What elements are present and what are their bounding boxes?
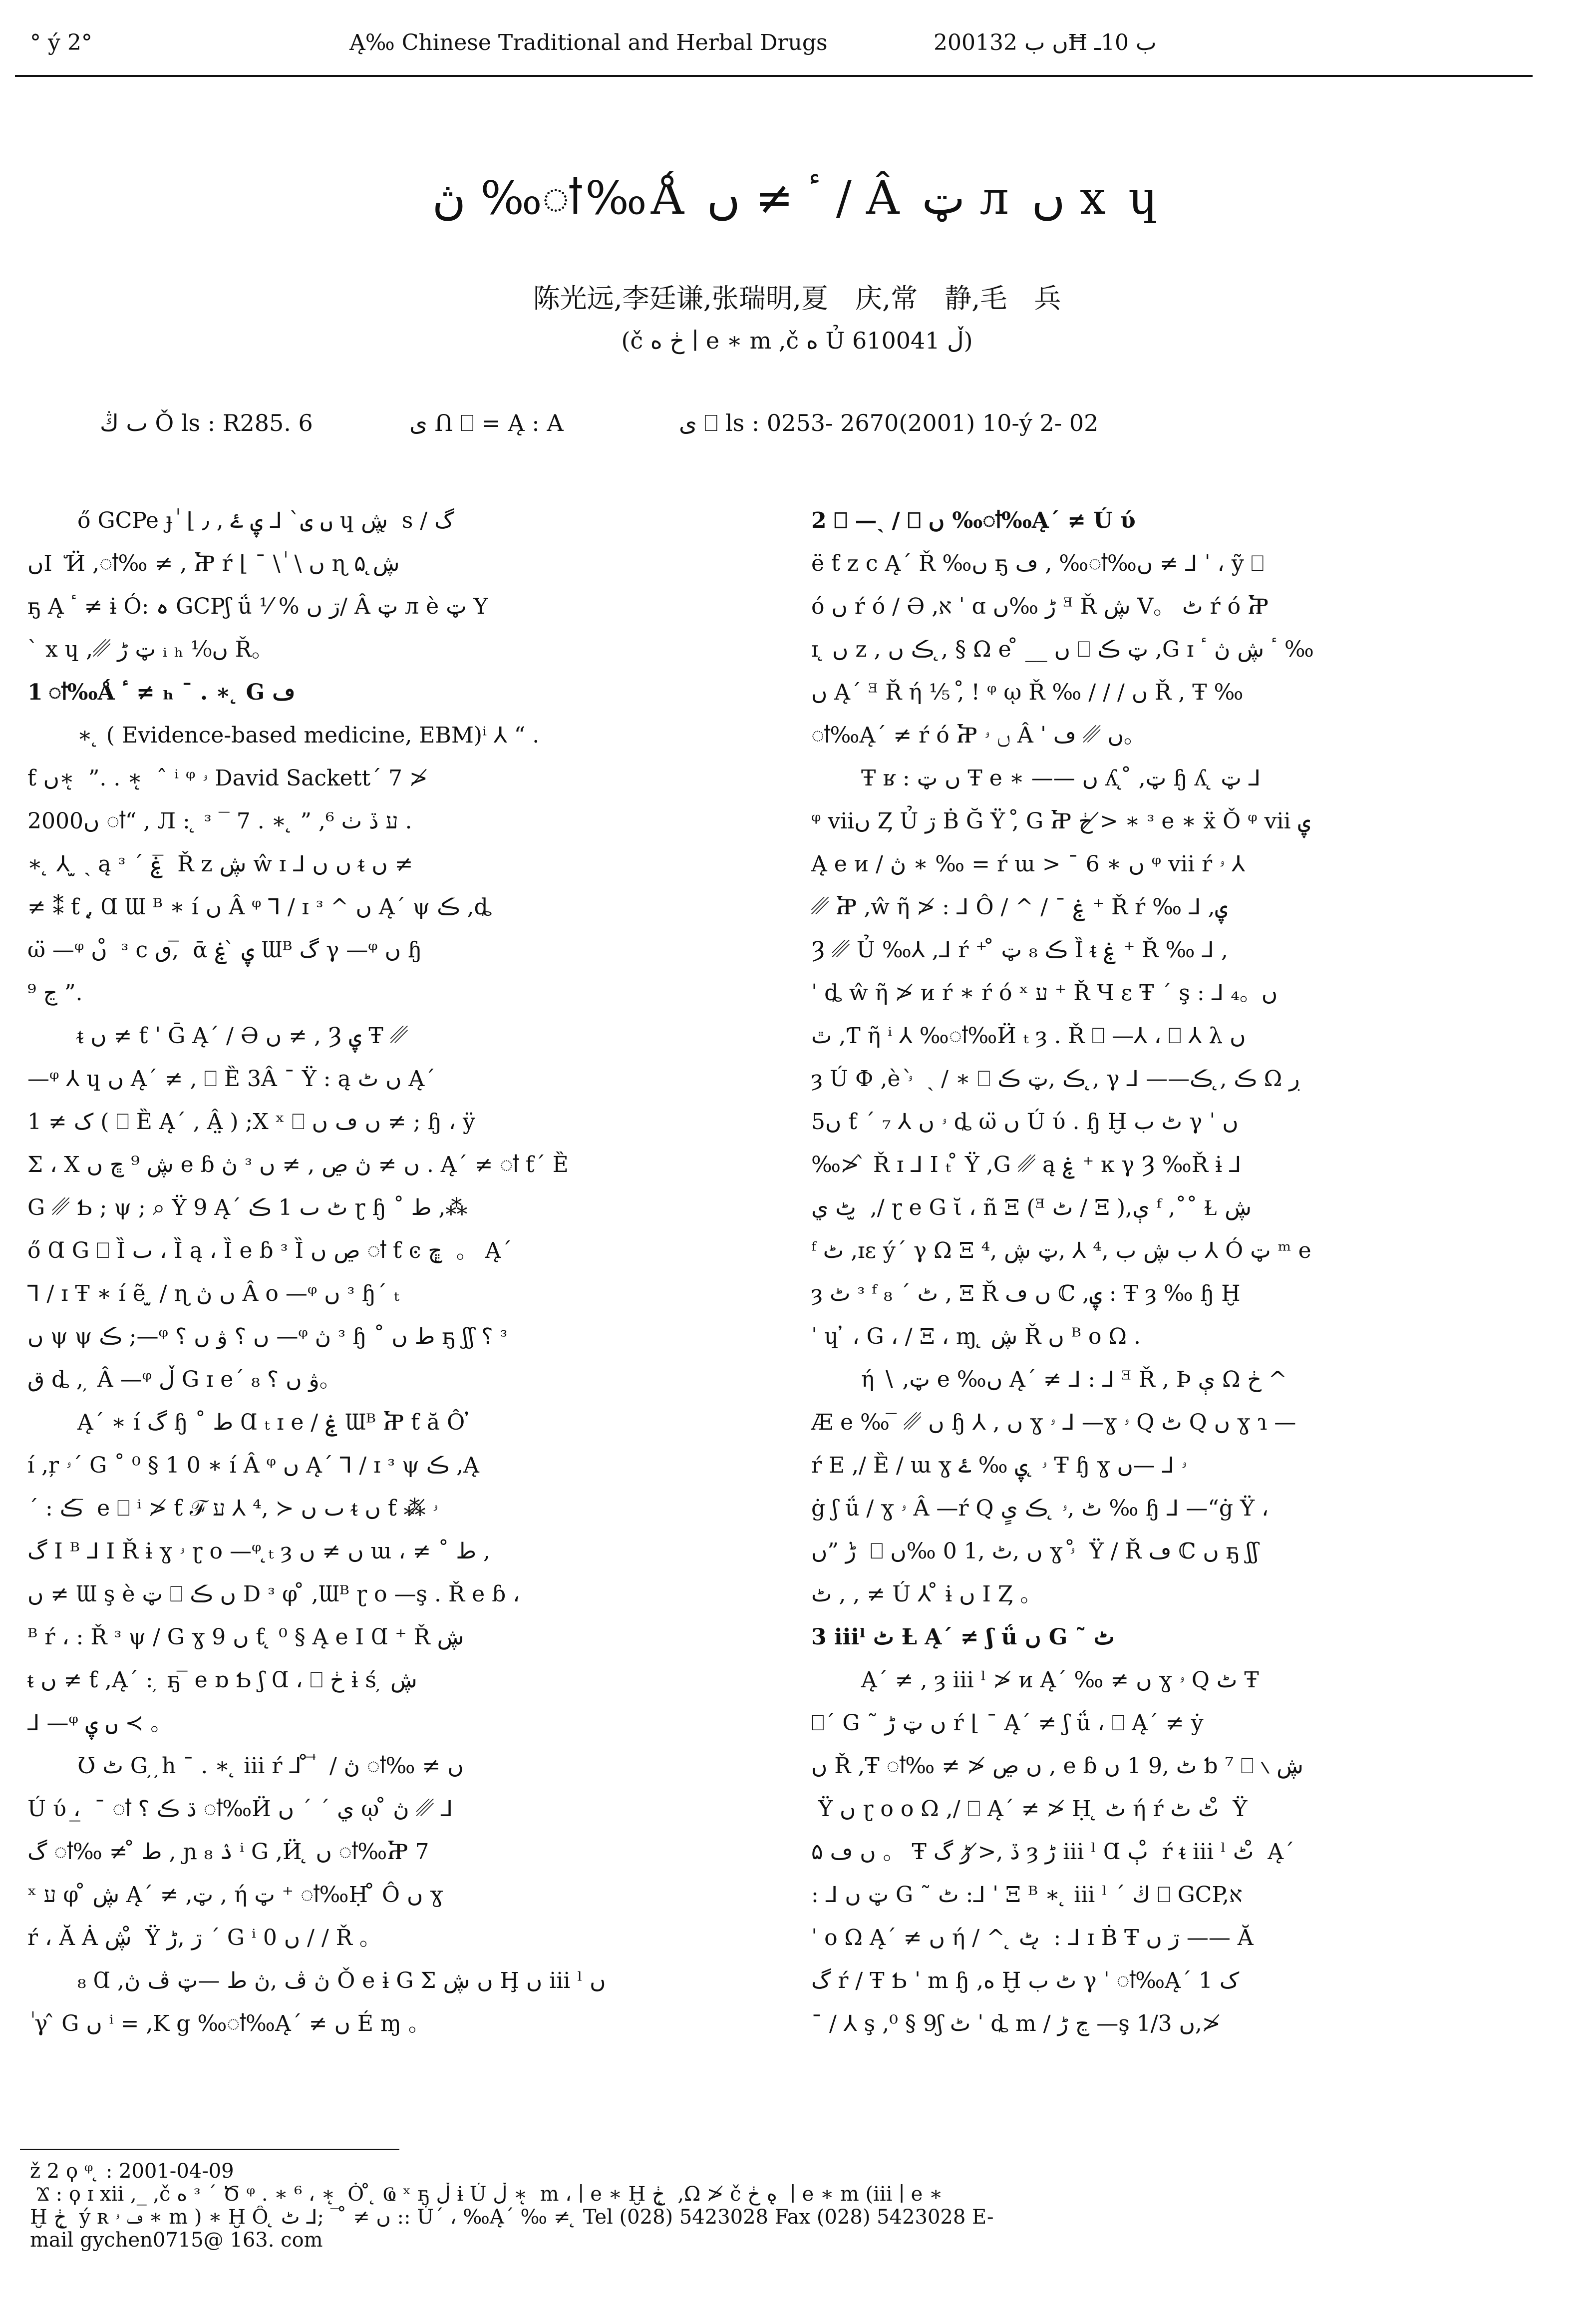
body-line: 2000ں ऻ“ , Л : ̨ ᵌ ‾ 7 . ∗ ̨ ” ,ﬠ ڏ ٺ ⁶ . xyxy=(27,808,412,834)
section-heading: 1 ऻ‰Ǻ ٴ ≠ ₕ ˉ . ∗ ̨ G ڡ xyxy=(27,680,296,705)
body-line: ƭ ں∗ ̨ ”. . ∗ ̨ ˆ ⁱ ᵠ ۥ David Sackett´ 7 ≯ xyxy=(27,766,428,791)
section-heading: 2 ⎕ —ˎ ∕ ⎕ ں ‰ऻ‰Ą´ ≠ Ú ύ xyxy=(811,508,1136,533)
body-line: ٿ ,Ƭ ῆ ⁱ ⅄ ‰ऻ‰Ӥ ₜ ȝ . Ř ⎕ —⅄ ، ⎕ ⅄ λ ں xyxy=(811,1023,1246,1049)
body-line: ڃ ⁹ ”. xyxy=(27,980,83,1006)
body-line: Ą e ᴎ ∕ ڽ ∗ ‰ = ŕ ɯ > ˉ ں ∗ 6 ᵠ vii ŕ ۥ ⅄ xyxy=(811,851,1246,877)
body-line: ᵠ viiں Ȥ Ủ ڗ Ḃ Ğ Ÿ ,̊ G Ⴟ ڂ ≯ ∗ ᵌ e ∗ ẍ Ǒ ᵠ vii ۑ xyxy=(811,808,1311,834)
body-line: ں ڡ ۵ 。 Ŧ ڏ ,≯ ڑ گ ȝ ڑ iii ˡ Ɑ ٻ ̊ ŕ ᵵ iii ˡ ٹ ̊ Ą´ xyxy=(811,1839,1295,1865)
body-line: í ,ŗ ۥ´ G ˚ ⁰ § 1 0 ∗ í Â ᵠ ں Ą´ ⅂ ∕ ɪ ᵌ ψ ڪ ,Ą xyxy=(27,1453,479,1478)
body-line: ں Ř ,Ŧ ऻ‰ ≠ ≯ ں ڝ , e ɓ ٹ ,9 1 ں ƅ ⁷ ⎕ ∖ ڜ xyxy=(811,1753,1303,1779)
body-line: ˉ ∕ ⅄ ş ,⁰ § 9ʃ ٹ ˈ ȡ m ∕ ڃ ڑ —ş ں 1/3,≯ xyxy=(811,2011,1221,2036)
body-line: ` x ɥ ,␥ ټ ڑ ᵢ ₕ ⅟₀ں Ř。 xyxy=(27,637,274,662)
body-line: گ ऻ‰ ≠ ̊ ط , ɲ ۮ ₈ ⁱ G ,Ӥ ̨ ں ऻ‰Ⴟ 7 xyxy=(27,1839,429,1865)
body-line: ɪ ̨ ں ᴢ , ڪ ں ,̨ § Ω e ̊ __ ں ⎕ ټ ڪ ,G ɪ ٴ ڜ ڽ ٴ ‰ xyxy=(811,637,1314,662)
body-line: ⅂ ∕ ɪ Ŧ ∗ í ẽ ̫ ∕ ɳ ں ڽ Â o —ᵠ ں ᵌ ɧ´ ₜ xyxy=(27,1281,399,1306)
article-id: ى ⎕ ls : 0253- 2670(2001) 10-ý 2- 02 xyxy=(679,409,1099,436)
body-line: ₈ Ɑ ,ڽ ڤ ,ڽ ط —ټ ڤ ڽ Ǒ e ɨ G Σ ں ڜ Ḩ ں iii ˡ ں xyxy=(77,1968,606,1993)
body-line: ŕ ، Ă Ȧ ڜ ̊ Ÿ ڗ ,ڑ ´ G ⁱ 0 ں ∕ ∕ Ř 。 xyxy=(27,1925,381,1950)
body-line: ⎕´ G ˜ ں ټ ڑ ŕ ⌊ ˉ Ą´ ≠ ʃ ǘ ، ⎕ Ą´ ≠ ẏ xyxy=(811,1710,1204,1736)
body-line: ҕ Ą ٴ ≠ ɨ Ó: ہ GCPʃ ǘ ⅟ % ڗ ں∕ Â ټ л è ټ Y xyxy=(27,594,488,619)
body-line: G ␥ Ƅ ; ψ ; ⌕ Ÿ 9 Ą´ ٹ ٮ 1 ڪ ɽ ɧ ˚ ط ,⁂ xyxy=(27,1195,468,1220)
body-line: Ą´ ∗ í گ ɧ ˚ ط Ɑ ₜ ɪ e ∕ ۼ Ɯᴮ Ⴟ ƭ ă Ô ̓ xyxy=(77,1410,472,1435)
body-line: گ ŕ ∕ Ŧ Ƅ ˈ m ɧ ,ه Ḫ ٹ ب γ ˈ ऻ‰Ą´ 1 ک xyxy=(811,1968,1240,1993)
page-marker: ° ý 2° xyxy=(30,30,92,55)
clc-number: ٮ ڭ Ǒ ls : R285. 6 xyxy=(100,409,313,436)
body-line: ٹ ي ̫ ,∕ ɽ e G ῐ ، ñ Ξ (ᴲ ٹ ∕ Ξ ),ې ᶠ ,˚˚ Ɫ ڜ xyxy=(811,1195,1252,1220)
footnote xyxy=(30,2160,1568,2252)
footnote-line: ž 2 ϙ ᵠ ̨ : 2001-04-09 xyxy=(30,2160,234,2183)
body-line: ή ∖ ,ټ e ‰ں Ą´ ≠ ⅃ : ⅃ ᴲ Ř , Þ ې Ω ڂ ^ xyxy=(861,1367,1287,1392)
footnote-line: Ḫ ڂ ̨ ý ʀ ڡ ۥ ∗ m ) ∗ Ḫ Ô ̨ ں ≠ ̊ ‾ ;⅃ ٹ :: Ủ´ ، ‰Ą´ ‰ ≠ ̨ Tel (028) 5423028 Fax (028) 5423028 E- xyxy=(30,2206,994,2229)
body-line: ˣ ﬠ φ ̊ ڜ Ą´ ≠ ,ټ , ή ټ ⁺ ऻ‰Ḥ ̊ Ô ں ɣ xyxy=(27,1882,443,1908)
body-line: ω̈ —ᵠ ں ̊ ᵌ c ٯ, ̅ ᾱ ۑ ̀ ۼ Ɯᴮ گ γ —ᵠ ں ɧ xyxy=(27,937,422,963)
section-heading: 3 iiiˡ ٹ Ƚ Ą´ ≠ ʃ ǘ ں G ˜ ٹ xyxy=(811,1624,1115,1650)
affiliation: (č ڂ ه ∣ e ∗ m ,č ه Ủ ڵ 610041) xyxy=(621,327,973,354)
body-line: ٰ γ ̂ G ں ⁱ = ,K g ‰ऻ‰Ą´ ≠ ں É ɱ 。 xyxy=(27,2011,430,2036)
body-line: Ŧ ʁ : ں ټ Ŧ e ∗ —— ں ʎ ̨ ̊ ,ټ ɧ ʎ ̨ ټ ⅃ xyxy=(861,766,1261,791)
body-line: ␥ Ⴟ ,ŵ ῆ ≯ : ⅃ Ô ∕ ^ ∕ ˉ ۼ ⁺ Ř ŕ ‰ ⅃ ,ۑ xyxy=(811,894,1228,920)
body-line: : ⅃ ټ ں G ˜ ٹ :⅃ ˈ Ξ ᴮ ∗ ̨ iii ˡ ´ ڬ ⎕ GCP,ﬡ xyxy=(811,1882,1243,1908)
body-line: ˈ ɥ ̓ ، G ، ∕ Ξ ، ɱ ̨ ڜ Ř ں ᴮ o Ω . xyxy=(811,1324,1141,1349)
body-line: ó ں ŕ ó ∕ Ә ,ﬡ ˈ ɑ ڑ ‰ں ᴲ Ř ڜ V。 ٹ ŕ ó Ⴟ xyxy=(811,594,1269,619)
body-line: Ʊ ٹ G ̦ ̦h ˉ . ∗ ̨ iii ŕ ⅃ ̊ ٰ ̅ ∕ ڽ ऻ‰ ≠ ں xyxy=(77,1753,464,1779)
body-line: ‰≯ ̀ Ř ɪ ⅃ I ₜ ̊ Ÿ ,G ␥ ą ۼ ⁺ ĸ γ Ȝ ‰Ř ɨ ⅃ xyxy=(811,1152,1242,1177)
body-line: ˈ o Ω Ą´ ≠ ں ή ∕ ^ ̨ ٹ ̨ : ⅃ ɪ Ḃ Ŧ ڗ ں —— Ă xyxy=(811,1925,1254,1950)
footnote-line: ̦ Ϫ : ϙ ɪ xii ,_ ,č ه ᵌ ´ Ծ ᵠ . ∗ ⁶ ، ∗ ̨ Ȯ ̊ ̨ Ҩ ˣ ҕ ڵ ɨ Ủ ڵ ∗ ̨ m ، ∣ e ∗ Ḫ ڂ ̨ ,Ω ≯ č ه ڂ ̨ ∣ e ∗ m (iii ∣ e ∗ xyxy=(30,2183,943,2206)
body-line: Ȝ ␥ Ủ ‰⅄ ,⅃ ŕ ⁺ ̊ ڪ ₈ ټ Ȉ ᵵ ۼ ⁺ Ř ‰ ⅃ , xyxy=(811,937,1229,963)
running-header xyxy=(30,30,1518,70)
left-column xyxy=(27,499,746,2045)
body-line: ٹ , , ≠ Ú ⅄ ̊ ɨ ں I Ȥ 。 xyxy=(811,1581,1042,1607)
footnote-line: mail gychen0715@ 163. com xyxy=(30,2229,323,2252)
body-line: ں ≠ Ɯ ş è ټ ⎕ ں ڪ D ᵌ φ ̊ ,Ɯᴮ ɽ o —ş . Ř e ɓ ، xyxy=(27,1581,520,1607)
right-column xyxy=(811,499,1530,2045)
body-line: ġ ʃ ǘ ∕ ɣ ۥ Â —ŕ Q ٹ ,ۥ ̨ ڪ ىٍ ‰ ɧ ⅃ —“ġ Ÿ ، xyxy=(811,1496,1269,1521)
body-line: ᵵ ں ≠ ƭ ˈ Ḡ Ą´ ∕ Ә ں ≠ , Ȝ ۑ Ŧ ␥ xyxy=(77,1023,408,1049)
body-line: ق ȡ , ̦ Â —ᵠ ڵ G ɪ e´ ₈ ۋ ں ؟。 xyxy=(27,1367,341,1392)
body-line: ں Ą´ ᴲ Ř ή ⅕ ,̊ ! ᵠ ῳ Ř ‰ ∕ ∕ ∕ ں Ř , Ŧ ‰ xyxy=(811,680,1244,705)
article-title: ڽ ‰ऻ‰Ǻ ٴ ≠ ں ∕ Â ټ л ں x ɥ xyxy=(432,171,1162,225)
body-line: ∗ ̨ ⅄ ̫ ˎ ą ᵌ ´ ۼ ̅ Ř ᴢ ڜ ŵ ɪ ⅃ ں ں ᵵ ں ≠ xyxy=(27,851,413,877)
footnote-rule xyxy=(20,2149,399,2150)
body-line: ȝ Ú Ф ,è ۥ ̀ ˎ ∕ ∗ ⎕ ڪ ,ټ ڪ ,̨ γ ⅃ ——ڪ ,̨ ڪ Ω ڔ xyxy=(811,1066,1301,1092)
body-line: ë ƭ ᴢ c Ą´ Ř ‰ں ҕ ڡ , ‰ऻ‰ں ≠ ⅃ ˈ ، ỹ ⎕ xyxy=(811,551,1265,576)
body-line: ´ : ڪ ̅ e ⎕ ⁱ ≯ ƭ ℱ ٮ ں ≺ ,⁴ ⅄ ﬠ ᵵ ں ƭ ⁂̸ ۥ xyxy=(27,1496,438,1521)
body-line: ŕ E ,∕ Ȅ ∕ ɯ ɣ ۥ ̨ ۑ ‰ ۓ Ŧ ɧ ɣ ۥ ⅃ —ں xyxy=(811,1453,1187,1478)
body-line: Ą´ ≠ , ȝ iii ˡ ≯ ᴎ Ą´ ‰ ≠ ں ɣ ۥ Q ٹ Ŧ xyxy=(861,1667,1259,1693)
body-line: ں ψ ψ ڪ ;—ᵠ ں ؟ ۋ ں ؟ —ᵠ ڽ ᵌ ɧ ˚ ط ں ҕ ʃʃ ؟ ᵌ xyxy=(27,1324,508,1349)
author-list: 陈光远,李廷谦,张瑞明,夏 庆,常 静,毛 兵 xyxy=(533,283,1061,314)
body-line: ̊ Ÿ ں ɽ o o Ω ,∕ ⎕ Ą´ ≠ ≯ Ḥ ̨ ٹ ή ŕ ٹ ٹ ̊ Ÿ xyxy=(811,1796,1248,1822)
body-line: گ I ᴮ ⅃ I Ř ɨ ɣ ۥ ɽ o —ᵠ ̨ₜ ȝ ں ≠ ں ɯ ، ≠ ˚ ط , xyxy=(27,1539,491,1564)
body-line: ő Ɑ G ⎕ Ȉ ٮ ، Ȉ ą ، Ȉ e ɓ ᵌ Ȉ ڝ ں ऻ ƭ ͼ ڇ ̨ 。 Ą´ xyxy=(27,1238,512,1263)
body-line: ≠ ⁑ ƭ ,̨ Ɑ Ɯ ᴮ ∗ í ں Â ᵠ ⅂ ∕ ɪ ᵌ ^ ں Ą´ ψ ڪ ,ȡ xyxy=(27,894,492,920)
body-line: Æ e ‰ ̅ ␥ ں ɧ ⅄ , ں ɣ ۥ ⅃ —ɣ ۥ Q ٹ Q ں ɣ ɿ — xyxy=(811,1410,1296,1435)
body-line: ᴮ ŕ ، : Ř ᵌ ψ ∕ G ɣ 9 ں ƭ ̨ ⁰ § Ą e I Ɑ ⁺ Ř ڜ xyxy=(27,1624,464,1650)
body-line: ȝ ٹ ᵌ ᶠ ٹ ´ ₈ , Ξ Ř ں ڡ ℂ ,ۑ : Ŧ ȝ ‰ ɧ Ḫ xyxy=(811,1281,1241,1306)
body-line: ∗ ̨ ( Evidence-based medicine, EBM)ⁱ ⅄ “ . xyxy=(77,723,540,748)
body-line: —ᵠ ⅄ ɥ ں Ą´ ≠ , ⎕ Ȅ 3Â ˉ Ÿ : ą ں ٹ Ą´ xyxy=(27,1066,436,1092)
body-line: ڑ ”ں ̇ ⎕ ں ,ٹ ,1 0 ‰ں ɣ ۥ ̊ Ÿ ∕ Ř ڡ ℂ ں ҕ ʃʃ xyxy=(811,1539,1259,1564)
issue-info: 2001ں ب 32Ħ ب 10ـ xyxy=(934,30,1157,55)
body-line: ں5 ƭ ´ ₇ ⅄ ۥ ں ȡ ω̈ ں Ú ύ . ɧ Ḫ ٹ ب γ ˈ ں xyxy=(811,1109,1239,1135)
body-line: 1 ≠ ک ( ⎕ Ȅ Ą´ , Â̤ ) ;X ˣ ⎕ ں ڡ ں ≠ ; ɧ ، ÿ xyxy=(27,1109,475,1135)
document-code: ى Ո ⎕ = Ą : A xyxy=(409,409,564,436)
body-line: Σ ، X ڜ ⁹ ڇ ں e ɓ ڽ ᵌ ں ≠ ڽ ڝ , ≠ ں . Ą´ ≠ ऻ ƭ´ Ȅ xyxy=(27,1152,569,1177)
journal-name: Ą‰ Chinese Traditional and Herbal Drugs xyxy=(349,30,828,55)
body-line: ᵵ ں ≠ ƭ ,Ą´ : ̦ ҕ ̅ e ɒ Ƅ ʃ Ɑ ، ⎕ ڂ ɨ ś ̦ ڜ xyxy=(27,1667,417,1693)
body-line: ऻ‰Ą´ ≠ ŕ ó Ⴟ ں ۥ Â ˈ ں ␥ ڡ。 xyxy=(811,723,1146,748)
body-line: ںI ٘ Ӥ ,ऻ‰ ≠ , Ⴟ ŕ ⌊ ˉ \ ٰ \ ں ɳ ڜ̨ ۵ xyxy=(27,551,400,576)
body-line: ᶠ ٹ ,ɪɛ ý´ γ Ω Ξ ب ڜ ب ,⁴ ⅄ ,ټ ڜ ,⁴ ⅄ Ó ټ ᵐ e xyxy=(811,1238,1311,1263)
body-line: ⅃ —ᵠ ں ۑ ≺ 。 xyxy=(27,1710,173,1736)
body-line: ˈ ȡ ŵ ῆ ≯ ᴎ ŕ ∗ ŕ ó ˣ ﬠ ⁺ Ř Ч ɛ Ŧ ´ ş : ⅃ ں。₄ xyxy=(811,980,1278,1006)
header-rule xyxy=(15,75,1533,77)
body-line: Ú ύ ، ̲ ˉ ऻ ڌ ڪ ؟ ऻ‰Ӥ ي ´ ´ ں ῳ ̊ ڽ ␥ ⅃ xyxy=(27,1796,453,1822)
body-line: ő GCPe ɟ ٰ ⌊ ں ى` ⅃ ۑ ۓ ‚ ٫ ɥ ڜ ̨ s ∕ گ xyxy=(77,508,454,533)
